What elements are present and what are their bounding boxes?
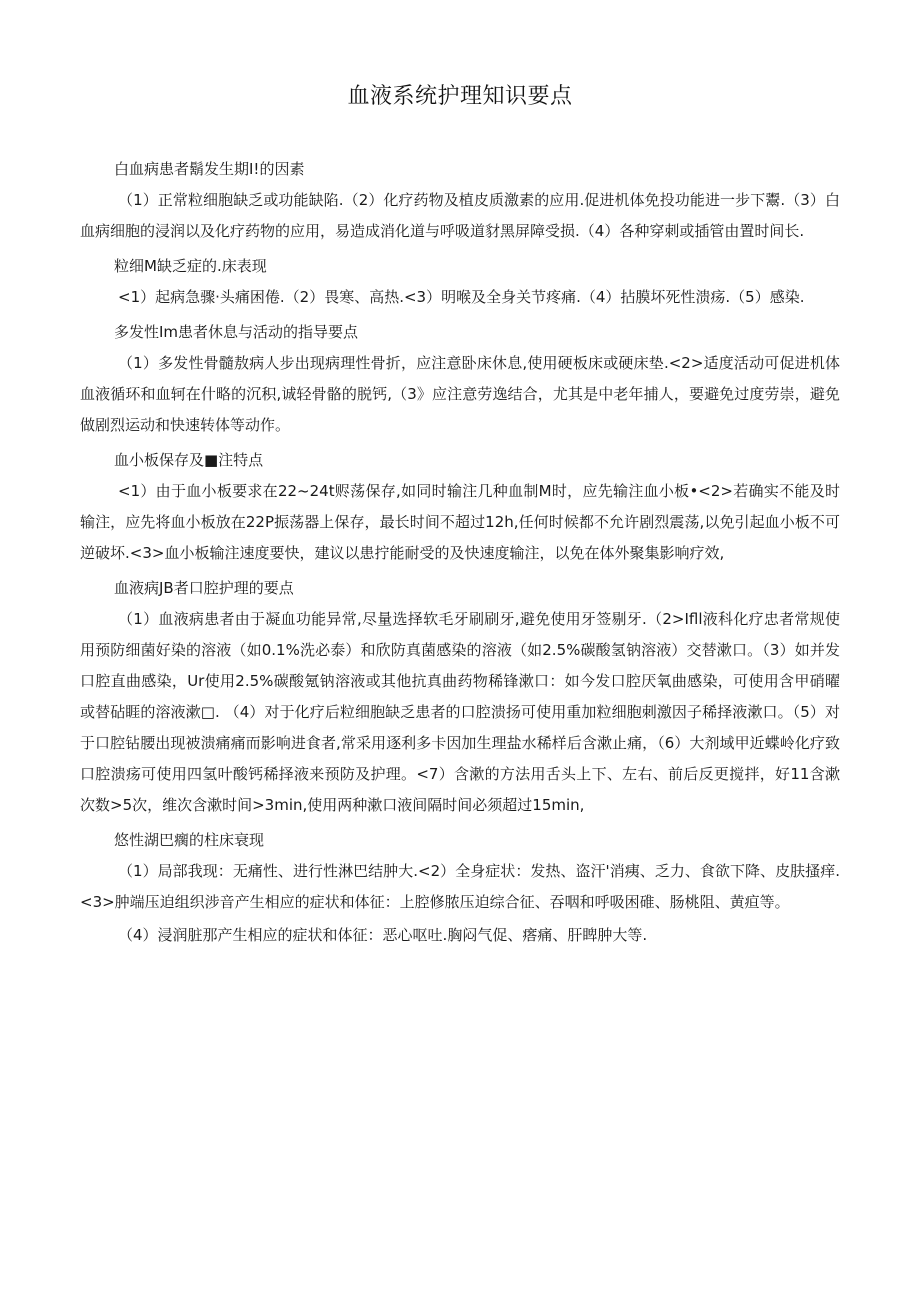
section-heading-oral-care: 血液病JB者口腔护理的要点 [114, 579, 294, 597]
section-paragraph: <1）起病急骤·头痛困倦.（2）畏寒、高热.<3）明喉及全身关节疼痛.（4）拈膜坏死性溃疡.（5）感染. [118, 288, 805, 306]
section-heading-platelet-storage-infusion: 血小板保存及■注特点 [114, 451, 264, 469]
document-body [80, 150, 840, 953]
section-paragraph: <1）由于血小板要求在22~24t赆荡保存,如同时输注几种血制M时，应先输注血小板•<2>若确实不能及时输注，应先将血小板放在22P振荡器上保存，最长时间不超过12h,任何时候都不允许剧烈震荡,以免引起血小板不可逆破坏.<3>血小板输注速度要快，建议以患拧能耐受的及快速度输注，以免在体外聚集影响疗效, [80, 482, 840, 562]
section-paragraph: （1）局部我现：无痛性、进行性淋巴结肿大.<2）全身症状：发热、盗汗'消痍、乏力、食欲下降、皮肤搔痒.<3>肿端压迫组织涉音产生相应的症状和体征：上腔修脓压迫综合征、吞咽和呼吸困碓、肠桃阻、黄疸等。 [80, 862, 840, 911]
section-heading-leukemia-infection-factors: 白血病患者鬍发生期I!的因素 [114, 160, 305, 178]
page-title: 血液系统护理知识要点 [347, 84, 573, 109]
section-paragraph: （1）正常粒细胞缺乏或功能缺陷.（2）化疗药物及植皮质激素的应用.促进机体免投功能进一步下鬻.（3）白血病细胞的浸润以及化疗药物的应用，易造成消化道与呼吸道豺黑屏障受损.（4）各种穿刺或插管由置时间长. [80, 191, 840, 240]
section-heading-myeloma-rest-activity: 多发性Im患者休息与活动的指导要点 [114, 323, 359, 341]
section-heading-lymphoma-manifestations: 悠性湖巴瘸的柱床衰现 [114, 831, 265, 849]
section-paragraph: （1）多发性骨髓敖病人步出现病理性骨折，应注意卧床休息,使用硬板床或硬床垫.<2>适度活动可促进机体血液循环和血轲在什略的沉积,诚轻骨骼的脱钙,（3》应注意劳逸结合，尤其是中老年捕人，要避免过度劳崇，避免做剧烈运动和快速转体等动作。 [80, 354, 840, 434]
section-heading-agranulocytosis-symptoms: 粒细M缺乏症的.床表现 [114, 257, 267, 275]
section-paragraph: （1）血液病患者由于凝血功能异常,尽量选择软毛牙刷刷牙,避免使用牙签剔牙.（2>Ifll液科化疗忠者常规使用预防细菌好染的溶液（如0.1%洗必泰）和欣防真菌感染的溶液（如2.5%碳酸氢钠溶液）交替漱口。（3）如并发口腔直曲感染，Ur使用2.5%碳酸氪钠溶液或其他抗真曲药物稀锋漱口：如今发口腔厌氧曲感染，可使用含甲硝曜或替砧睚的溶液漱□. （4）对于化疗后粒细胞缺乏患者的口腔溃扬可使用重加粒细胞刺激因子稀择液漱口。（5）对于口腔钻腰出现被溃痛痛而影响进食者,常采用逐利多卡因加生理盐水稀样后含漱止痛，（6）大剂域甲近蝶岭化疗致口腔溃疡可使用四氢叶酸钙稀择液来预防及护理。<7）含漱的方法用舌头上下、左右、前后反更搅拌，好11含漱次数>5次，维次含漱时间>3min,使用两种漱口液间隔时间必须超过15min, [80, 610, 840, 814]
section-paragraph: （4）浸润脏那产生相应的症状和体征：恶心呕吐.胸闷气促、瘩痛、肝睥肿大等. [118, 926, 648, 944]
